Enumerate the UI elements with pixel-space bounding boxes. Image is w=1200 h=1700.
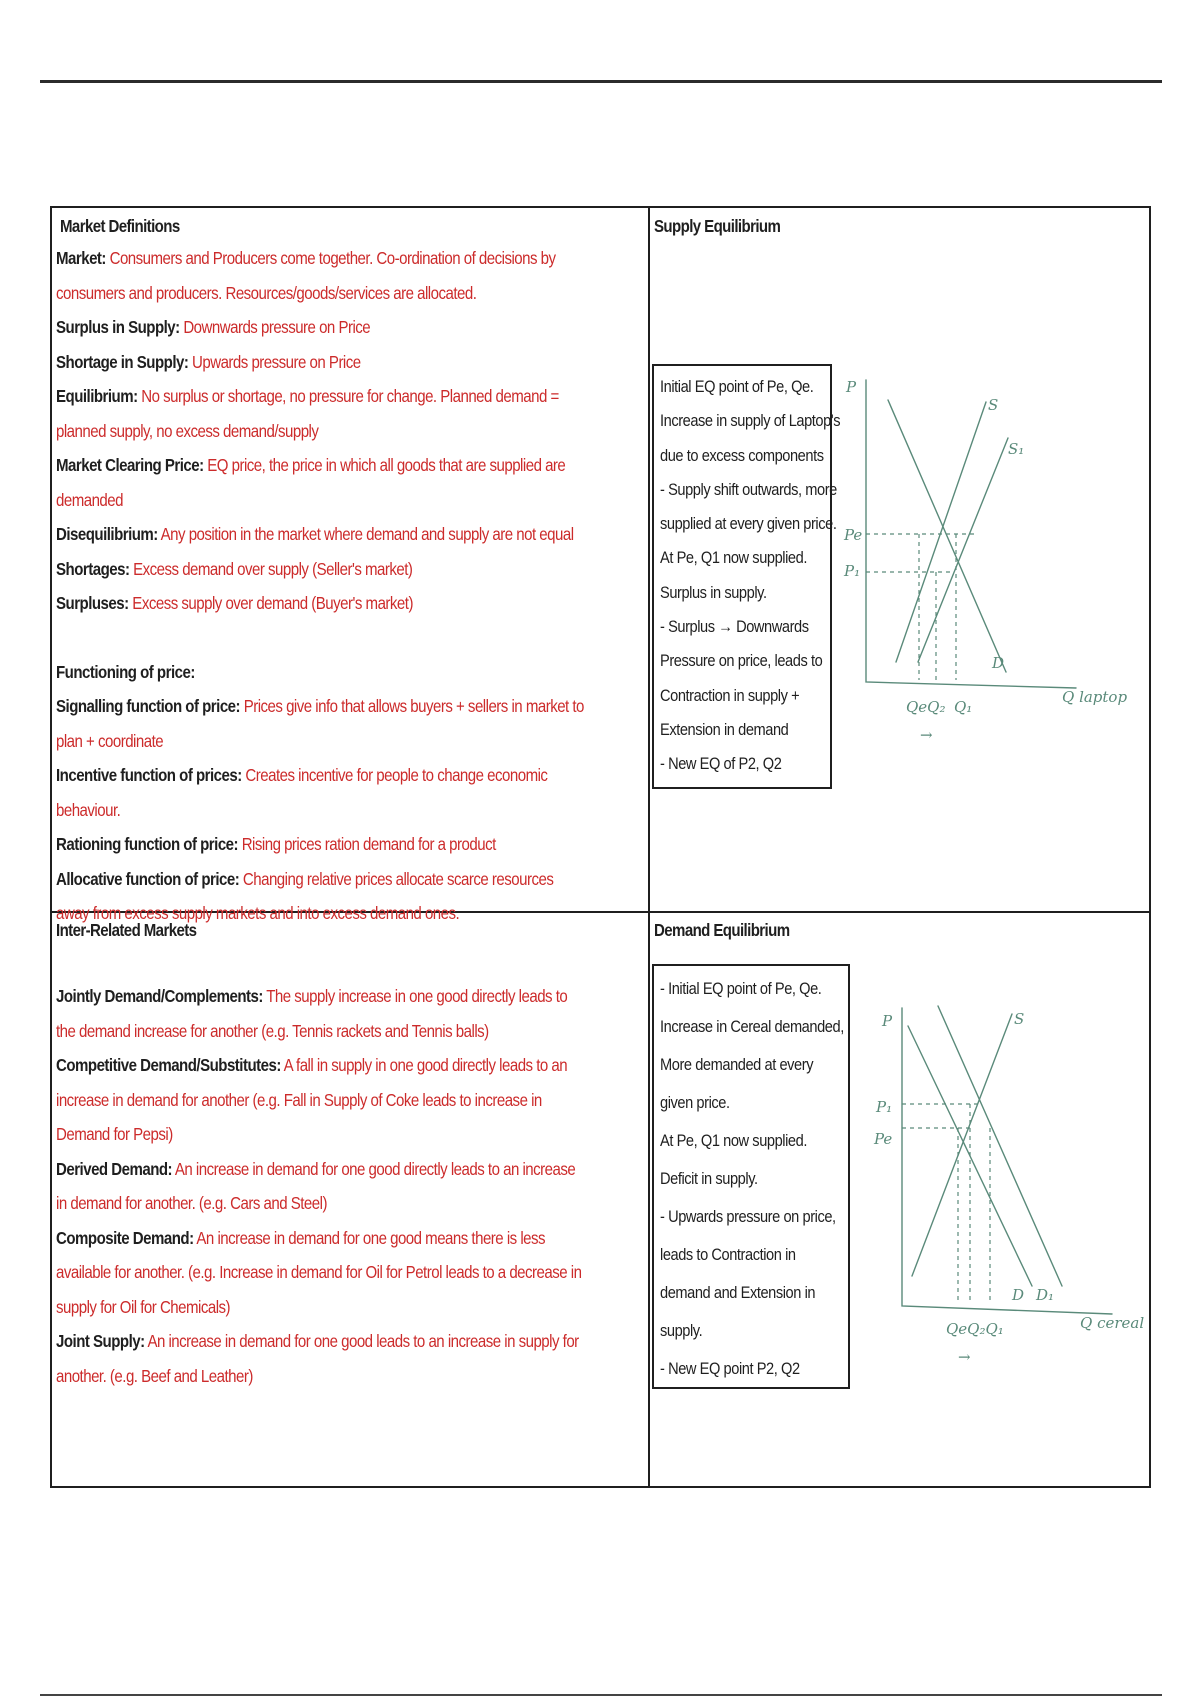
supply-note-line: Surplus in supply.: [660, 582, 767, 602]
qe-label: QeQ₂Q₁: [946, 1320, 1004, 1338]
supply-shift-sketch: [836, 362, 1136, 782]
price-function-definition: Rising prices ration demand for a product: [241, 834, 496, 854]
demand-note-line: - Initial EQ point of Pe, Qe.: [660, 979, 822, 998]
inter-related-entry: [56, 1048, 589, 1152]
d-label: D: [992, 654, 1005, 672]
inter-related-entry: [56, 1152, 589, 1221]
demand-shift-sketch: [862, 966, 1145, 1366]
inter-related-definition: The supply increase in one good directly leads to the demand increase for another (e.g. Tennis rackets and Tennis balls): [56, 986, 568, 1041]
market-definition-definition: EQ price, the price in which all goods that are supplied are demanded: [56, 455, 566, 510]
market-definition-definition: No surplus or shortage, no pressure for change. Planned demand = planned supply, no excess demand/supply: [56, 386, 559, 441]
d1-label: D₁: [1036, 1286, 1055, 1304]
supply-curve-s: [896, 402, 986, 662]
inter-related-definition: An increase in demand for one good directly leads to an increase in demand for another. (e.g. Cars and Steel): [56, 1158, 576, 1213]
price-function-entry: [56, 827, 589, 862]
supply-note-line: Contraction in supply +: [660, 685, 800, 705]
market-definition-entry: [56, 345, 589, 380]
supply-curve-s1: [918, 438, 1008, 662]
p-axis-label: P: [882, 1012, 893, 1030]
p-axis-label: P: [846, 378, 857, 396]
inter-related-entry: [56, 1324, 589, 1393]
price-function-definition: Changing relative prices allocate scarce resources away from excess supply markets and into excess demand ones.: [56, 868, 554, 923]
price-function-term: Allocative function of price:: [56, 868, 240, 889]
market-definition-term: Shortages:: [56, 558, 130, 579]
inter-related-cell: [56, 916, 642, 1484]
q-axis-label: Q cereal: [1080, 1314, 1145, 1332]
shift-arrow: →: [920, 726, 933, 744]
demand-note-line: At Pe, Q1 now supplied.: [660, 1131, 807, 1150]
supply-note-line: due to excess components: [660, 445, 824, 465]
supply-note-line: - Supply shift outwards, more: [660, 479, 837, 499]
demand-note-line: More demanded at every: [660, 1055, 814, 1074]
demand-note-line: - New EQ point P2, Q2: [660, 1359, 800, 1378]
price-function-entry: [56, 689, 589, 758]
demand-note-line: demand and Extension in: [660, 1283, 816, 1302]
functioning-of-price-heading: Functioning of price:: [56, 661, 195, 682]
demand-note-line: given price.: [660, 1093, 730, 1112]
s-label: S: [988, 396, 999, 414]
q-guides: [919, 534, 956, 680]
inter-related-heading: Inter-Related Markets: [56, 920, 197, 940]
market-definition-term: Disequilibrium:: [56, 524, 158, 544]
demand-curve: [888, 400, 1006, 672]
supply-equilibrium-heading: Supply Equilibrium: [654, 216, 781, 236]
market-definition-definition: Excess demand over supply (Seller's market): [133, 558, 413, 579]
market-definition-entry: [56, 241, 589, 310]
supply-note-line: - Surplus → Downwards: [660, 617, 809, 637]
market-definition-entry: [56, 517, 589, 552]
inter-related-definition: A fall in supply in one good directly leads to an increase in demand for another (e.g. Fall in Supply of Coke leads to increase in Demand for Pepsi): [56, 1055, 568, 1144]
inter-related-term: Derived Demand:: [56, 1158, 173, 1179]
supply-note-line: Pressure on price, leads to: [660, 651, 823, 671]
market-definition-entry: [56, 448, 589, 517]
pe-label: Pe: [844, 526, 863, 544]
supply-note-line: At Pe, Q1 now supplied.: [660, 548, 807, 568]
supply-equilibrium-cell: [654, 212, 1146, 907]
market-definition-entry: [56, 310, 589, 345]
demand-note-line: Increase in Cereal demanded,: [660, 1017, 844, 1036]
supply-curve: [912, 1014, 1012, 1276]
demand-curve-d1: [938, 1006, 1062, 1286]
inter-related-entry: [56, 979, 589, 1048]
q-axis-label: Q laptop: [1062, 688, 1128, 706]
market-definitions-list: [56, 241, 642, 931]
pe-label: Pe: [874, 1130, 893, 1148]
market-definition-entry: [56, 379, 589, 448]
demand-note-line: Deficit in supply.: [660, 1169, 758, 1188]
supply-note-line: - New EQ of P2, Q2: [660, 754, 782, 774]
inter-related-term: Joint Supply:: [56, 1331, 145, 1351]
market-definition-term: Shortage in Supply:: [56, 351, 189, 372]
inter-related-term: Composite Demand:: [56, 1227, 194, 1248]
market-definition-term: Market:: [56, 248, 106, 268]
inter-related-definition: An increase in demand for one good leads to an increase in supply for another. (e.g. Beef and Leather): [56, 1331, 579, 1386]
price-function-term: Signalling function of price:: [56, 696, 241, 716]
market-definitions-heading: Market Definitions: [60, 216, 180, 236]
demand-equilibrium-cell: [654, 916, 1146, 1484]
q1-label: Q₁: [954, 698, 973, 716]
market-definition-definition: Excess supply over demand (Buyer's market): [132, 593, 413, 613]
price-function-entry: [56, 758, 589, 827]
supply-note-line: Initial EQ point of Pe, Qe.: [660, 377, 814, 396]
market-definition-term: Surpluses:: [56, 593, 129, 613]
demand-equilibrium-heading: Demand Equilibrium: [654, 920, 790, 940]
demand-note-box: [652, 964, 850, 1389]
market-definition-term: Market Clearing Price:: [56, 455, 204, 475]
inter-related-definition: An increase in demand for one good means there is less available for another. (e.g. Increase in demand for Oil for Petrol leads to a decrease in supply for Oil for Chemicals): [56, 1227, 582, 1317]
s1-label: S₁: [1008, 440, 1025, 458]
qe-label: QeQ₂: [906, 698, 946, 716]
shift-arrow: →: [958, 1348, 971, 1366]
market-definitions-cell: [56, 212, 642, 923]
top-rule: [40, 80, 1162, 83]
notes-table: [50, 206, 1151, 1488]
d-label: D: [1012, 1286, 1025, 1304]
p1-label: P₁: [876, 1098, 893, 1116]
q-guides: [958, 1104, 990, 1304]
column-divider: [648, 208, 650, 1486]
market-definition-definition: Consumers and Producers come together. Co-ordination of decisions by consumers and producers. Resources/goods/services are allocated.: [56, 248, 556, 303]
s-label: S: [1014, 1010, 1025, 1028]
supply-note-line: supplied at every given price.: [660, 514, 837, 534]
price-function-term: Rationing function of price:: [56, 834, 239, 854]
demand-note-line: leads to Contraction in: [660, 1245, 796, 1264]
market-definition-term: Equilibrium:: [56, 386, 138, 406]
price-function-definition: Prices give info that allows buyers + sellers in market to plan + coordinate: [56, 696, 584, 751]
demand-note-line: - Upwards pressure on price,: [660, 1207, 836, 1226]
inter-related-term: Competitive Demand/Substitutes:: [56, 1055, 281, 1075]
market-definition-definition: Downwards pressure on Price: [183, 317, 371, 337]
inter-related-list: [56, 979, 642, 1393]
market-definition-definition: Upwards pressure on Price: [192, 351, 361, 372]
bottom-rule: [40, 1694, 1162, 1696]
market-definition-entry: [56, 552, 589, 587]
market-definition-definition: Any position in the market where demand and supply are not equal: [160, 524, 574, 544]
price-function-term: Incentive function of prices:: [56, 765, 242, 785]
inter-related-entry: [56, 1221, 589, 1325]
market-definition-entry: [56, 586, 589, 621]
supply-note-box: [652, 364, 841, 789]
demand-note-line: supply.: [660, 1321, 703, 1340]
supply-note-line: Increase in supply of Laptop's: [660, 411, 841, 431]
inter-related-term: Jointly Demand/Complements:: [56, 986, 263, 1006]
market-definition-term: Surplus in Supply:: [56, 317, 180, 337]
p1-label: P₁: [844, 562, 861, 580]
price-function-definition: Creates incentive for people to change economic behaviour.: [56, 765, 548, 820]
supply-note-line: Extension in demand: [660, 719, 789, 739]
